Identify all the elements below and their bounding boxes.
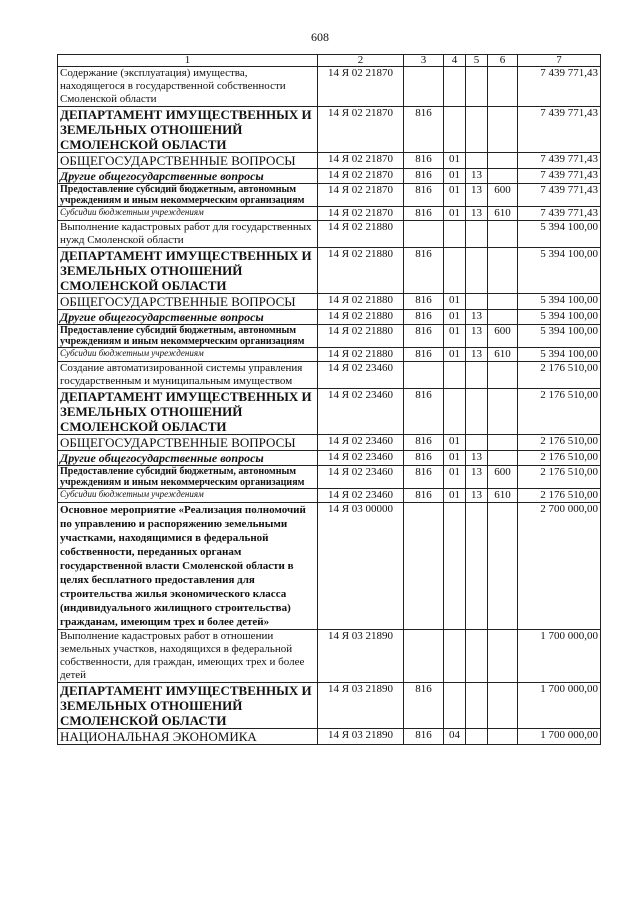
row-amount-cell: 5 394 100,00 bbox=[518, 248, 601, 294]
row-grbs-cell: 816 bbox=[404, 435, 444, 451]
table-row bbox=[58, 221, 601, 248]
row-code-cell: 14 Я 02 23460 bbox=[318, 435, 404, 451]
row-name-cell: НАЦИОНАЛЬНАЯ ЭКОНОМИКА bbox=[58, 729, 318, 745]
row-expense-type-cell bbox=[488, 435, 518, 451]
table-body bbox=[58, 67, 601, 745]
table-row bbox=[58, 184, 601, 207]
row-name-cell: Создание автоматизированной системы управления государственным и муниципальным имуществом bbox=[58, 362, 318, 389]
row-subsection-cell bbox=[466, 389, 488, 435]
table-row bbox=[58, 67, 601, 107]
row-name-cell: Другие общегосударственные вопросы bbox=[58, 451, 318, 466]
row-subsection-cell bbox=[466, 221, 488, 248]
row-code-cell: 14 Я 02 21870 bbox=[318, 107, 404, 153]
row-expense-type-cell: 600 bbox=[488, 325, 518, 348]
row-subsection-cell bbox=[466, 362, 488, 389]
row-subsection-cell bbox=[466, 294, 488, 310]
row-name-cell: ДЕПАРТАМЕНТ ИМУЩЕСТВЕННЫХ И ЗЕМЕЛЬНЫХ ОТНОШЕНИЙ СМОЛЕНСКОЙ ОБЛАСТИ bbox=[58, 389, 318, 435]
row-name-cell: Предоставление субсидий бюджетным, автономным учреждениям и иным некоммерческим организациям bbox=[58, 184, 318, 207]
column-header: 6 bbox=[488, 55, 518, 67]
row-expense-type-cell bbox=[488, 389, 518, 435]
row-amount-cell: 7 439 771,43 bbox=[518, 153, 601, 169]
row-code-cell: 14 Я 03 21890 bbox=[318, 630, 404, 683]
row-name-cell: Предоставление субсидий бюджетным, автономным учреждениям и иным некоммерческим организациям bbox=[58, 325, 318, 348]
row-section-cell: 01 bbox=[444, 435, 466, 451]
row-section-cell: 01 bbox=[444, 310, 466, 325]
row-name-cell: Субсидии бюджетным учреждениям bbox=[58, 489, 318, 503]
row-amount-cell: 7 439 771,43 bbox=[518, 107, 601, 153]
row-name-cell: ОБЩЕГОСУДАРСТВЕННЫЕ ВОПРОСЫ bbox=[58, 435, 318, 451]
row-section-cell: 01 bbox=[444, 169, 466, 184]
row-code-cell: 14 Я 02 21880 bbox=[318, 348, 404, 362]
row-grbs-cell: 816 bbox=[404, 389, 444, 435]
column-header: 5 bbox=[466, 55, 488, 67]
row-code-cell: 14 Я 03 21890 bbox=[318, 683, 404, 729]
row-subsection-cell: 13 bbox=[466, 451, 488, 466]
row-section-cell bbox=[444, 221, 466, 248]
row-amount-cell: 5 394 100,00 bbox=[518, 221, 601, 248]
column-header: 1 bbox=[58, 55, 318, 67]
row-expense-type-cell: 600 bbox=[488, 184, 518, 207]
row-expense-type-cell: 610 bbox=[488, 348, 518, 362]
table-row bbox=[58, 729, 601, 745]
row-amount-cell: 2 176 510,00 bbox=[518, 466, 601, 489]
row-section-cell bbox=[444, 107, 466, 153]
row-name-cell: Субсидии бюджетным учреждениям bbox=[58, 348, 318, 362]
row-grbs-cell: 816 bbox=[404, 184, 444, 207]
row-expense-type-cell bbox=[488, 630, 518, 683]
row-section-cell: 01 bbox=[444, 153, 466, 169]
row-subsection-cell bbox=[466, 67, 488, 107]
row-amount-cell: 2 176 510,00 bbox=[518, 362, 601, 389]
row-code-cell: 14 Я 02 21870 bbox=[318, 153, 404, 169]
row-grbs-cell: 816 bbox=[404, 489, 444, 503]
row-section-cell bbox=[444, 630, 466, 683]
row-grbs-cell: 816 bbox=[404, 683, 444, 729]
row-section-cell bbox=[444, 389, 466, 435]
row-amount-cell: 2 176 510,00 bbox=[518, 435, 601, 451]
table-row bbox=[58, 451, 601, 466]
row-code-cell: 14 Я 03 21890 bbox=[318, 729, 404, 745]
row-code-cell: 14 Я 02 21870 bbox=[318, 184, 404, 207]
row-section-cell bbox=[444, 248, 466, 294]
table-row bbox=[58, 207, 601, 221]
row-grbs-cell: 816 bbox=[404, 294, 444, 310]
row-name-cell: Содержание (эксплуатация) имущества, находящегося в государственной собственности Смоленской области bbox=[58, 67, 318, 107]
table-row bbox=[58, 348, 601, 362]
table-row bbox=[58, 325, 601, 348]
row-subsection-cell: 13 bbox=[466, 207, 488, 221]
row-subsection-cell bbox=[466, 683, 488, 729]
row-section-cell: 01 bbox=[444, 325, 466, 348]
row-grbs-cell bbox=[404, 503, 444, 630]
row-code-cell: 14 Я 03 00000 bbox=[318, 503, 404, 630]
row-expense-type-cell bbox=[488, 153, 518, 169]
table-row bbox=[58, 169, 601, 184]
row-amount-cell: 2 700 000,00 bbox=[518, 503, 601, 630]
column-header: 4 bbox=[444, 55, 466, 67]
row-code-cell: 14 Я 02 23460 bbox=[318, 362, 404, 389]
row-subsection-cell bbox=[466, 107, 488, 153]
row-code-cell: 14 Я 02 21870 bbox=[318, 169, 404, 184]
row-expense-type-cell bbox=[488, 248, 518, 294]
row-section-cell bbox=[444, 683, 466, 729]
row-code-cell: 14 Я 02 23460 bbox=[318, 489, 404, 503]
row-grbs-cell bbox=[404, 221, 444, 248]
row-amount-cell: 7 439 771,43 bbox=[518, 207, 601, 221]
row-grbs-cell: 816 bbox=[404, 207, 444, 221]
row-subsection-cell: 13 bbox=[466, 325, 488, 348]
row-amount-cell: 5 394 100,00 bbox=[518, 325, 601, 348]
row-amount-cell: 5 394 100,00 bbox=[518, 348, 601, 362]
row-section-cell bbox=[444, 503, 466, 630]
row-code-cell: 14 Я 02 21880 bbox=[318, 325, 404, 348]
row-code-cell: 14 Я 02 23460 bbox=[318, 451, 404, 466]
row-name-cell: ДЕПАРТАМЕНТ ИМУЩЕСТВЕННЫХ И ЗЕМЕЛЬНЫХ ОТНОШЕНИЙ СМОЛЕНСКОЙ ОБЛАСТИ bbox=[58, 683, 318, 729]
row-name-cell: Выполнение кадастровых работ в отношении земельных участков, находящихся в федеральной собственности, для граждан, имеющих трех и более детей bbox=[58, 630, 318, 683]
row-grbs-cell: 816 bbox=[404, 248, 444, 294]
row-expense-type-cell bbox=[488, 729, 518, 745]
table-row bbox=[58, 294, 601, 310]
row-name-cell: Основное мероприятие «Реализация полномочий по управлению и распоряжению земельными участками, находящимися в федеральной собственности, переданных органам государственной власти Смоленской области в целях бесплатного предоставления для строительства жилья экономического класса (индивидуального жилищного строительства) гражданам, имеющим трех и более детей» bbox=[58, 503, 318, 630]
row-name-cell: Другие общегосударственные вопросы bbox=[58, 310, 318, 325]
row-expense-type-cell bbox=[488, 221, 518, 248]
row-grbs-cell: 816 bbox=[404, 107, 444, 153]
column-header: 3 bbox=[404, 55, 444, 67]
row-subsection-cell: 13 bbox=[466, 466, 488, 489]
row-amount-cell: 7 439 771,43 bbox=[518, 169, 601, 184]
row-amount-cell: 1 700 000,00 bbox=[518, 729, 601, 745]
table-row bbox=[58, 107, 601, 153]
table-row bbox=[58, 248, 601, 294]
table-row bbox=[58, 466, 601, 489]
row-name-cell: Предоставление субсидий бюджетным, автономным учреждениям и иным некоммерческим организациям bbox=[58, 466, 318, 489]
row-code-cell: 14 Я 02 21880 bbox=[318, 310, 404, 325]
row-code-cell: 14 Я 02 21870 bbox=[318, 67, 404, 107]
row-subsection-cell bbox=[466, 630, 488, 683]
row-section-cell: 01 bbox=[444, 294, 466, 310]
row-amount-cell: 1 700 000,00 bbox=[518, 630, 601, 683]
row-section-cell bbox=[444, 362, 466, 389]
row-expense-type-cell: 610 bbox=[488, 207, 518, 221]
row-expense-type-cell bbox=[488, 169, 518, 184]
row-expense-type-cell bbox=[488, 294, 518, 310]
row-subsection-cell: 13 bbox=[466, 489, 488, 503]
row-expense-type-cell bbox=[488, 107, 518, 153]
row-name-cell: Субсидии бюджетным учреждениям bbox=[58, 207, 318, 221]
table-row bbox=[58, 362, 601, 389]
row-expense-type-cell bbox=[488, 683, 518, 729]
row-expense-type-cell bbox=[488, 362, 518, 389]
row-code-cell: 14 Я 02 21880 bbox=[318, 294, 404, 310]
row-name-cell: ДЕПАРТАМЕНТ ИМУЩЕСТВЕННЫХ И ЗЕМЕЛЬНЫХ ОТНОШЕНИЙ СМОЛЕНСКОЙ ОБЛАСТИ bbox=[58, 107, 318, 153]
row-section-cell: 01 bbox=[444, 184, 466, 207]
page-number: 608 bbox=[311, 30, 329, 44]
row-section-cell: 04 bbox=[444, 729, 466, 745]
table-header-row bbox=[58, 55, 601, 67]
row-code-cell: 14 Я 02 21880 bbox=[318, 248, 404, 294]
row-grbs-cell: 816 bbox=[404, 466, 444, 489]
row-expense-type-cell bbox=[488, 310, 518, 325]
row-amount-cell: 1 700 000,00 bbox=[518, 683, 601, 729]
row-subsection-cell bbox=[466, 503, 488, 630]
table-row bbox=[58, 630, 601, 683]
row-section-cell bbox=[444, 67, 466, 107]
row-section-cell: 01 bbox=[444, 348, 466, 362]
row-amount-cell: 2 176 510,00 bbox=[518, 451, 601, 466]
row-subsection-cell bbox=[466, 435, 488, 451]
row-code-cell: 14 Я 02 21880 bbox=[318, 221, 404, 248]
row-subsection-cell: 13 bbox=[466, 310, 488, 325]
row-code-cell: 14 Я 02 23460 bbox=[318, 466, 404, 489]
row-grbs-cell: 816 bbox=[404, 169, 444, 184]
row-amount-cell: 7 439 771,43 bbox=[518, 67, 601, 107]
budget-table bbox=[57, 54, 601, 745]
table-row bbox=[58, 503, 601, 630]
table-row bbox=[58, 489, 601, 503]
row-amount-cell: 7 439 771,43 bbox=[518, 184, 601, 207]
row-name-cell: Другие общегосударственные вопросы bbox=[58, 169, 318, 184]
row-grbs-cell: 816 bbox=[404, 729, 444, 745]
row-subsection-cell: 13 bbox=[466, 184, 488, 207]
row-expense-type-cell: 600 bbox=[488, 466, 518, 489]
table-row bbox=[58, 435, 601, 451]
table-row bbox=[58, 389, 601, 435]
row-amount-cell: 2 176 510,00 bbox=[518, 489, 601, 503]
column-header: 7 bbox=[518, 55, 601, 67]
row-grbs-cell: 816 bbox=[404, 310, 444, 325]
row-subsection-cell bbox=[466, 153, 488, 169]
row-code-cell: 14 Я 02 21870 bbox=[318, 207, 404, 221]
row-subsection-cell bbox=[466, 248, 488, 294]
row-grbs-cell bbox=[404, 630, 444, 683]
row-name-cell: Выполнение кадастровых работ для государственных нужд Смоленской области bbox=[58, 221, 318, 248]
row-amount-cell: 5 394 100,00 bbox=[518, 294, 601, 310]
row-name-cell: ОБЩЕГОСУДАРСТВЕННЫЕ ВОПРОСЫ bbox=[58, 294, 318, 310]
row-expense-type-cell bbox=[488, 67, 518, 107]
row-grbs-cell bbox=[404, 362, 444, 389]
row-expense-type-cell bbox=[488, 451, 518, 466]
row-grbs-cell: 816 bbox=[404, 348, 444, 362]
row-code-cell: 14 Я 02 23460 bbox=[318, 389, 404, 435]
table-row bbox=[58, 683, 601, 729]
row-section-cell: 01 bbox=[444, 451, 466, 466]
row-name-cell: ДЕПАРТАМЕНТ ИМУЩЕСТВЕННЫХ И ЗЕМЕЛЬНЫХ ОТНОШЕНИЙ СМОЛЕНСКОЙ ОБЛАСТИ bbox=[58, 248, 318, 294]
row-subsection-cell bbox=[466, 729, 488, 745]
row-subsection-cell: 13 bbox=[466, 348, 488, 362]
row-section-cell: 01 bbox=[444, 489, 466, 503]
table-row bbox=[58, 153, 601, 169]
row-grbs-cell: 816 bbox=[404, 325, 444, 348]
row-amount-cell: 5 394 100,00 bbox=[518, 310, 601, 325]
column-header: 2 bbox=[318, 55, 404, 67]
row-amount-cell: 2 176 510,00 bbox=[518, 389, 601, 435]
row-subsection-cell: 13 bbox=[466, 169, 488, 184]
row-section-cell: 01 bbox=[444, 466, 466, 489]
row-expense-type-cell: 610 bbox=[488, 489, 518, 503]
row-grbs-cell: 816 bbox=[404, 153, 444, 169]
row-grbs-cell bbox=[404, 67, 444, 107]
table-row bbox=[58, 310, 601, 325]
row-grbs-cell: 816 bbox=[404, 451, 444, 466]
row-name-cell: ОБЩЕГОСУДАРСТВЕННЫЕ ВОПРОСЫ bbox=[58, 153, 318, 169]
row-expense-type-cell bbox=[488, 503, 518, 630]
row-section-cell: 01 bbox=[444, 207, 466, 221]
